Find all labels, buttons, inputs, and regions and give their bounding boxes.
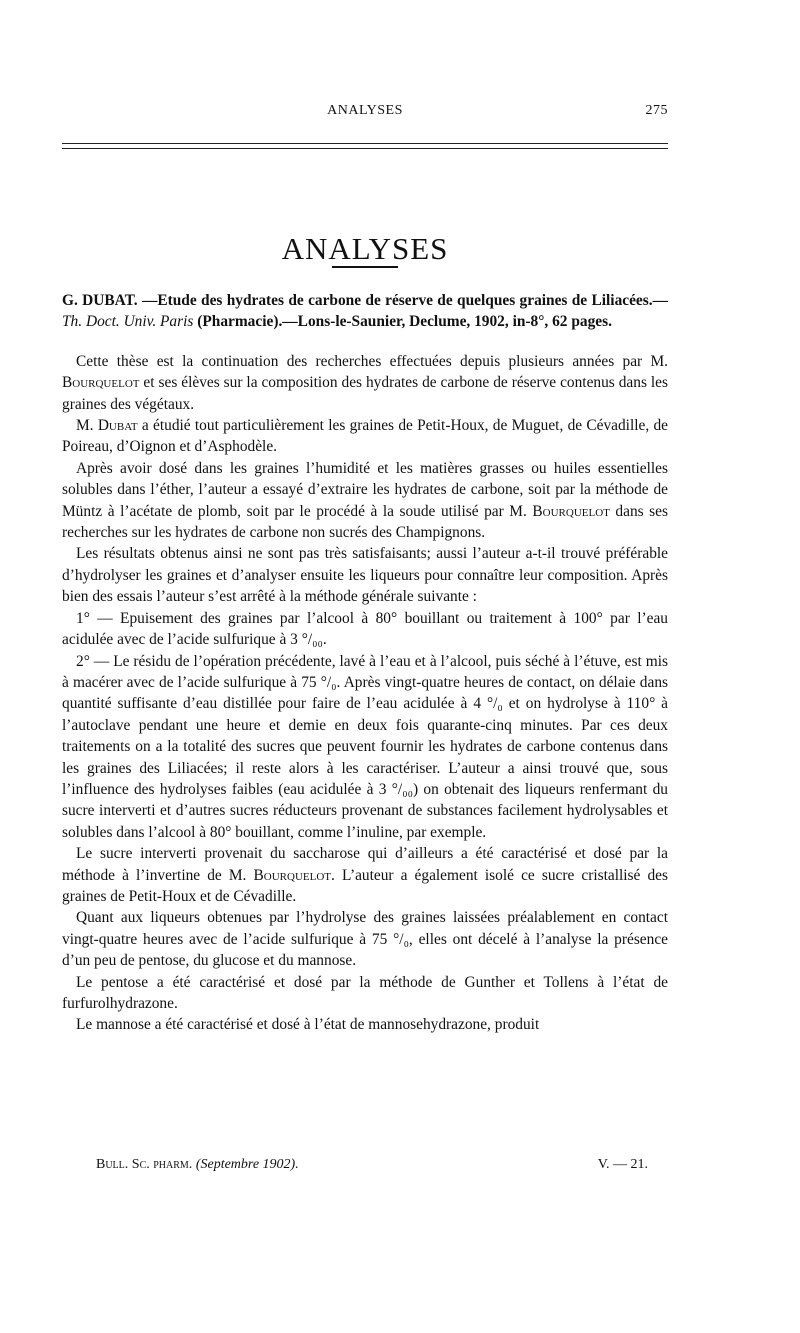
reference-author: G. DUBAT.	[62, 292, 138, 309]
journal-citation	[96, 1157, 299, 1173]
text-run: 1° — Epuisement des graines par l’alcool à 80° bouillant ou traitement à 100° par l’eau acidulée avec de l’acide sulfurique à 3 °/₀₀.	[62, 609, 668, 649]
text-run: et ses élèves sur la composition des hydrates de carbone de réserve contenus dans les graines des végétaux.	[62, 374, 668, 413]
journal-name: Bull. Sc. pharm.	[96, 1157, 193, 1172]
paragraph	[62, 543, 668, 607]
person-name: Bourquelot	[253, 866, 331, 884]
text-run: . L’auteur a également isolé ce sucre cristallisé des graines de Petit-Houx et de Cévadille.	[62, 866, 668, 905]
reference-details: (Pharmacie).—Lons-le-Saunier, Declume, 1902, in-8°, 62 pages.	[197, 313, 612, 331]
page-number: 275	[645, 103, 668, 118]
paragraph	[62, 458, 668, 544]
text-run: Le pentose a été caractérisé et dosé par la méthode de Gunther et Tollens à l’état de furfurolhydrazone.	[62, 973, 668, 1012]
article-body	[62, 290, 668, 1036]
bibliographic-reference	[62, 290, 668, 333]
person-name: Bourquelot	[532, 502, 610, 520]
section-title: ANALYSES	[281, 230, 449, 266]
paragraph-step-2	[62, 651, 668, 844]
header-rule-bottom	[62, 148, 668, 149]
text-run: dans ses recherches sur les hydrates de carbone non sucrés des Champignons.	[62, 502, 668, 542]
paragraph	[62, 415, 668, 458]
running-title: ANALYSES	[327, 103, 403, 118]
text-run: Les résultats obtenus ainsi ne sont pas très satisfaisants; aussi l’auteur a-t-il trouvé préférable d’hydrolyser les graines et d’analyser ensuite les liqueurs pour connaître leur composition. Après bien des essais l’auteur s’est arrêté à la méthode générale suivante :	[62, 545, 668, 606]
paragraph-step-1	[62, 608, 668, 651]
text-run: Le sucre interverti provenait du saccharose qui d’ailleurs a été caractérisé et dosé par la méthode à l’invertine de M.	[62, 845, 668, 884]
paragraph	[62, 843, 668, 907]
page-footer	[62, 1157, 668, 1177]
text-run: M.	[76, 417, 98, 435]
person-name: Bourquelot	[62, 374, 140, 392]
text-run: a étudié tout particulièrement les graines de Petit-Houx, de Muguet, de Cévadille, de Poireau, d’Oignon et d’Asphodèle.	[62, 417, 668, 456]
text-run: Cette thèse est la continuation des recherches effectuées depuis plusieurs années par M.	[76, 352, 668, 370]
paragraph	[62, 907, 668, 971]
text-run: Quant aux liqueurs obtenues par l’hydrolyse des graines laissées préalablement en contact vingt-quatre heures avec de l’acide sulfurique à 75 °/₀, elles ont décelé à l’analyse la présence d’un peu de pentose, du glucose et du mannose.	[62, 909, 668, 970]
paragraph	[62, 972, 668, 1015]
signature-mark: V. — 21.	[597, 1157, 648, 1172]
running-head	[62, 103, 668, 123]
paragraph	[62, 351, 668, 415]
text-run: Après avoir dosé dans les graines l’humidité et les matières grasses ou huiles essentielles solubles dans l’éther, l’auteur a essayé d’extraire les hydrates de carbone, soit par la méthode de Müntz à l’acétate de plomb, soit par le procédé à la soude utilisé par M.	[62, 459, 668, 520]
paragraph	[62, 1014, 668, 1035]
text-run: Le mannose a été caractérisé et dosé à l’état de mannosehydrazone, produit	[76, 1016, 540, 1034]
header-rule-top	[62, 143, 668, 144]
title-rule	[332, 266, 398, 268]
reference-thesis: Th. Doct. Univ. Paris	[62, 313, 194, 331]
reference-title: —Etude des hydrates de carbone de réserve de quelques graines de Liliacées.—	[141, 292, 668, 309]
person-name: Dubat	[97, 417, 138, 435]
journal-date: (Septembre 1902).	[195, 1157, 299, 1172]
text-run: 2° — Le résidu de l’opération précédente, lavé à l’eau et à l’alcool, puis séché à l’étuve, est mis à macérer avec de l’acide sulfurique à 75 °/₀. Après vingt-quatre heures de contact, on délaie dans quantité suffisante d’eau distillée pour faire de l’eau acidulée à 4 °/₀ et on hydrolyse à 110° à l’autoclave pendant une heure et demie en deux fois quarante-cinq minutes. Par ces deux traitements on a la totalité des sucres que peuvent fournir les hydrates de carbone contenus dans les graines des Liliacées; il reste alors à les caractériser. L’auteur a ainsi trouvé que, sous l’influence des hydrolyses faibles (eau acidulée à 3 °/₀₀) on obtenait des liqueurs renfermant du sucre interverti et d’autres sucres réducteurs provenant de substances facilement hydrolysables et solubles dans l’alcool à 80° bouillant, comme l’inuline, par exemple.	[62, 652, 668, 841]
